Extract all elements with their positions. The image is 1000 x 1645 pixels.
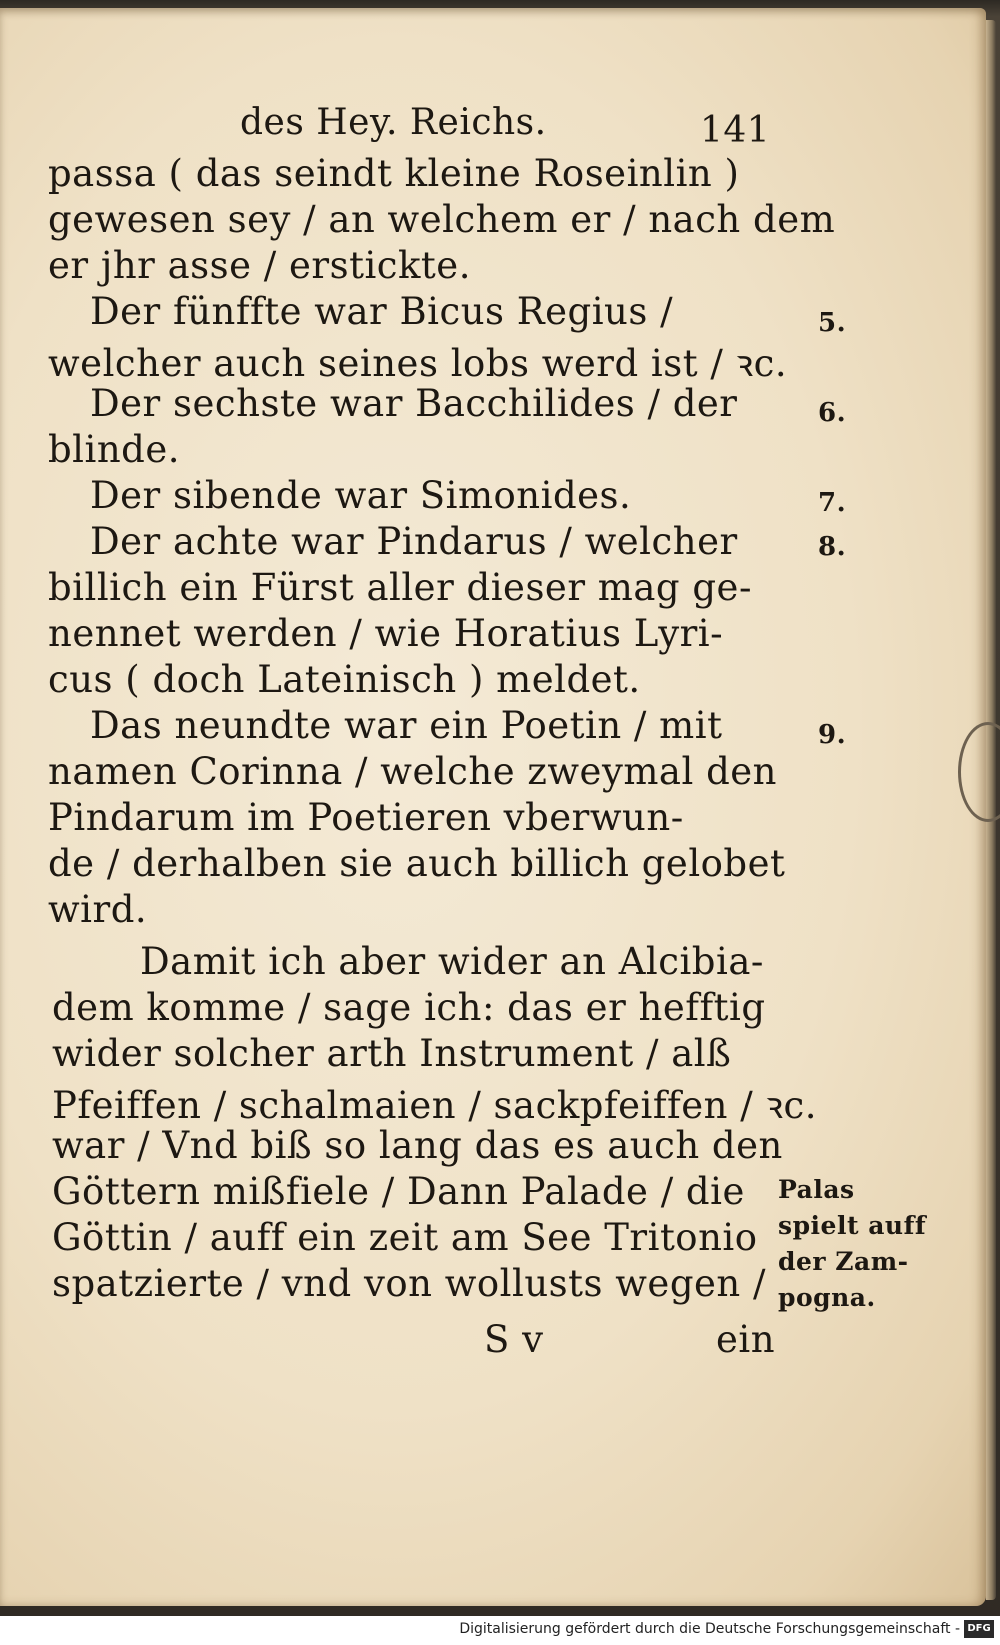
- body-line: wider solcher arth Instrument / alß: [52, 1032, 732, 1075]
- body-line: namen Corinna / welche zweymal den: [48, 750, 777, 793]
- body-line: er jhr asse / erstickte.: [48, 244, 471, 287]
- body-line: Damit ich aber wider an Alcibia-: [140, 940, 764, 983]
- body-line: billich ein Fürst aller dieser mag ge-: [48, 566, 752, 609]
- catchword: ein: [716, 1318, 776, 1361]
- body-line: Der sechste war Bacchilides / der: [90, 382, 738, 425]
- body-line: de / derhalben sie auch billich gelobet: [48, 842, 786, 885]
- body-line: Der achte war Pindarus / welcher: [90, 520, 738, 563]
- body-line: war / Vnd biß so lang das es auch den: [52, 1124, 783, 1167]
- footer-credit: Digitalisierung gefördert durch die Deutsche Forschungsgemeinschaft -: [459, 1621, 960, 1637]
- body-line: gewesen sey / an welchem er / nach dem: [48, 198, 836, 241]
- margin-number: 6.: [818, 398, 847, 428]
- body-line: welcher auch seines lobs werd ist / ꝛc.: [48, 342, 788, 385]
- body-line: blinde.: [48, 428, 181, 471]
- body-line: spatzierte / vnd von wollusts wegen /: [52, 1262, 766, 1305]
- body-line: passa ( das seindt kleine Roseinlin ): [48, 152, 740, 195]
- running-head: des Hey. Reichs.: [240, 102, 547, 143]
- body-line: nennet werden / wie Horatius Lyri-: [48, 612, 724, 655]
- page-number: 141: [700, 110, 771, 151]
- body-line: Pfeiffen / schalmaien / sackpfeiffen / ꝛc.: [52, 1084, 817, 1127]
- margin-number: 5.: [818, 308, 847, 338]
- body-line: Der sibende war Simonides.: [90, 474, 632, 517]
- body-line: Das neundte war ein Poetin / mit: [90, 704, 723, 747]
- body-line: Der fünffte war Bicus Regius /: [90, 290, 674, 333]
- sidenote-line: Palas: [778, 1175, 855, 1204]
- sidenote-line: spielt auff: [778, 1211, 927, 1240]
- body-line: Göttin / auff ein zeit am See Tritonio: [52, 1216, 758, 1259]
- body-line: dem komme / sage ich: das er hefftig: [52, 986, 766, 1029]
- body-line: Pindarum im Poetieren vberwun-: [48, 796, 684, 839]
- sidenote-line: pogna.: [778, 1283, 876, 1312]
- signature-mark: S v: [484, 1318, 544, 1361]
- sidenote-line: der Zam-: [778, 1247, 909, 1276]
- dfg-logo: DFG: [964, 1620, 994, 1638]
- margin-number: 7.: [818, 488, 847, 518]
- margin-number: 9.: [818, 720, 847, 750]
- body-line: Göttern mißfiele / Dann Palade / die: [52, 1170, 745, 1213]
- body-line: wird.: [48, 888, 148, 931]
- body-line: cus ( doch Lateinisch ) meldet.: [48, 658, 641, 701]
- margin-number: 8.: [818, 532, 847, 562]
